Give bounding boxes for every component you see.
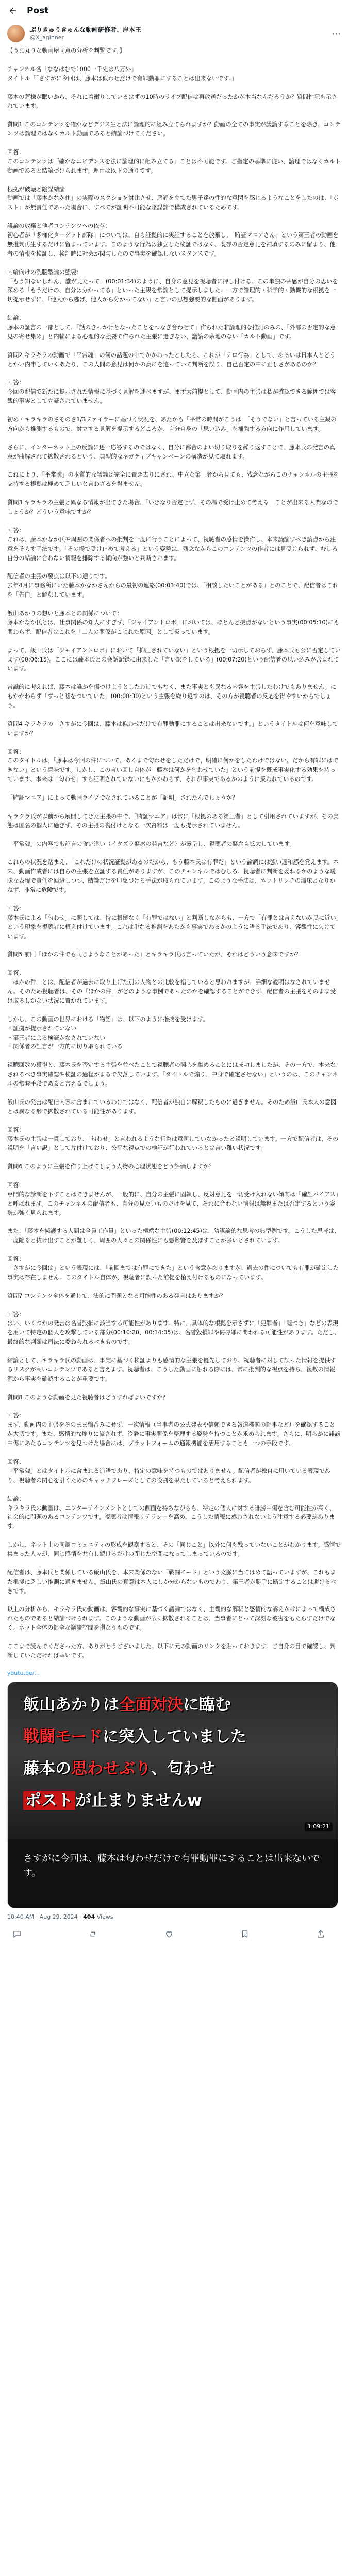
post-paragraph: 回答： 藤本氏による「匂わせ」に関しては、特に根拠なく「有罪ではない」と判断しながらも、一方で「有罪とは言えないが黒に近い」という印象を視聴者に植え付けています。これは単なる推測をあたかも事実であるかのように語る手法であり、客観性に欠けています。 — [7, 905, 339, 940]
post-paragraph: 根拠が破壊と陰謀結論 動画では「藤本かなか住」の実際のスクショを対比させ、悪評を立てた男子達の性的な意図を感じるようなことをしたのは、「ポスト」が無責任であった場合に、すべてが証明不可能な陰謀論で構成されているためです。 — [7, 185, 339, 211]
post-paragraph: 以上の分析から、キラキラ氏の動画は、客観的な事実に基づく議論ではなく、主観的な解釈と感情的な訴えかけによって構成されたものであると結論づけられます。このような動画が広く拡散されることは、当事者にとって深刻な被害をもたらすだけでなく、ネット全体の健全な議論空間を損なうものです。 — [7, 1606, 336, 1632]
back-button[interactable] — [7, 5, 19, 16]
post-paragraph: 視聴回数の獲得と、藤本氏を否定する主張を並べたことで視聴者の関心を集めることには成功しましたが、その一方で、本来なされるべき事実確認や検証の過程がまるで欠落しています。「タイトルで煽り、中身で確定させない」というのは、このチャンネルの常套手段であると言えるでしょう。 — [7, 1062, 338, 1088]
post-paragraph: 配信者の主張の要点は以下の通りです。 去年4月に事務所にいた藤本かなかさんからの最初の連絡(00:03:40)では、「相談したいことがある」とのことで、配信者はこれを「告白」と解釈しています。 — [7, 573, 339, 599]
post-paragraph: ここまで読んでくださった方、ありがとうございました。以下に元の動画のリンクを貼っておきます。ご自身の目で確認し、判断していただければ幸いです。 — [7, 1643, 336, 1659]
post-paragraph: 回答： 「ほかの件」とは、配信者が過去に取り上げた別の人物との比較を指していると思われますが、詳細な説明はなされていません。そのため視聴者は、その「ほかの件」がどのような事例であったのかを確認することができず、配信者の主張をそのまま受け取るしかない状況に置かれています。 — [7, 970, 336, 1004]
post-paragraph: 質問2 キラキラの動画で「平常魂」の何の話題の中でかかわったとしたら、これが「テロ行為」として、あるいは日本人とどうとかい内申していくあたり、この人間の意見は何かの為にを追っていて判断を誤り、自己否定の中に正しさがあるのか？ — [7, 351, 336, 368]
post-paragraph: 初め・キラキラのさそのさ1/3ファイラーに基づく状況を、あたかも「平常の時間がこうは」「そうでない」と言っている主観の方向から推測するもので、対立する見解を提示するどころか、自分自身の「思い込み」を補強する方向に作用しています。 — [7, 416, 337, 432]
post-paragraph: また、「藤本を擁護する人間は全員工作員」といった極端な主張(00:12:45)は、陰謀論的な思考の典型例です。こうした思考は、一度陥ると抜け出すことが難しく、周囲の人々との関係性にも悪影響を及ぼすことが多いとされています。 — [7, 1228, 340, 1244]
post-paragraph: 質問7 コンテンツ全体を通じて、法的に問題となる可能性のある発言はありますか？ — [7, 1292, 226, 1299]
post-paragraph: 飯山あかりの想いと藤本との関係について： 藤本かなか氏とは、仕事関係の知人にすぎず、「ジャイアントロボ」においては、ほとんど接点がないという事実(00:05:10)にも関わらず、配信者はこれを「二人の関係がこじれた原因」として扱っています。 — [7, 610, 340, 635]
reply-icon[interactable] — [12, 1929, 22, 1939]
post-paragraph: しかし、この動画の世界における「物語」は、以下のように指摘を受けます。 ・証拠が提示されていない ・第三者による検証がなされていない ・関係者の証言が一方的に切り取られている — [7, 1015, 209, 1050]
post-paragraph: チャンネル名「ななはむで1000一千先は八万外」 タイトル「「さすがに今回は、藤本は似わせだけで有罪動罪にすることは出来ないです。」 — [7, 65, 238, 82]
views-label: Views — [95, 1913, 113, 1920]
top-bar — [0, 0, 348, 22]
post-paragraph: しかし、ネット上の同調コミュニティの形成を観察すると、その「同じこと」以外に何も残っていないことがわかります。感情で集まった人々が、同じ感情を共有し続けるだけの閉じた空間になってしまっているのです。 — [7, 1541, 341, 1558]
post-paragraph: 結論： 藤本の証言の一部として、「話のきっかけとなったことをつなぎ合わせて」作られた非論理的な推測のみの、「外部の否定的な意見の寄せ集め」と内輪による心理的な強要で作られた主張に過ぎない、議論の余地のない「カルト動画」です。 — [7, 315, 336, 340]
video-link[interactable]: youtu.be/... — [7, 1669, 40, 1676]
post-time: 10:40 AM · Aug 29, 2024 · — [7, 1913, 84, 1920]
post-paragraph: さらに、インターネット上の反論に逐一応答するのではなく、自分に都合のよい切り取りを繰り返すことで、藤本氏の発言の真意が曲解されて拡散されるという、典型的なネガティブキャンペーンの構造が見て取れます。 — [7, 444, 336, 460]
bookmark-icon[interactable] — [240, 1929, 250, 1939]
repost-icon[interactable] — [88, 1929, 97, 1939]
author-row — [0, 22, 348, 42]
post-paragraph: 回答： このタイトルは、「藤本は今回の件について、あくまで匂わせをしただけで、明確に何かをしたわけではない。だから有罪にはできない」という意味です。しかし、この言い回し自体が「藤本は何かを匂わせていた」という前提を既成事実化する効果を持っています。本来は「匂わせ」すら証明されていないにもかかわらず、それが事実であるかのように扱われているのです。 — [7, 748, 339, 783]
video-caption — [8, 1839, 338, 1908]
author-meta — [30, 26, 141, 41]
post-paragraph: これにより、「平常魂」の本質的な議論は完全に置き去りにされ、中立な第三者から見ても、残念ながらこのチャンネルの主張を支持する根拠は極めて乏しいと言わざるを得ません。 — [7, 471, 339, 488]
post-paragraph: 質問4 キラキラの「さすがに今回は、藤本は似わせだけで有罪動罪にすることは出来ないです。」というタイトルは何を意味していますか？ — [7, 720, 338, 737]
author-handle[interactable]: @X_aginner — [30, 33, 64, 41]
post-paragraph: 藤本の蓋様が眠いから、それに着衝りしているはずの10時のライブ配信は再放送だったかが本当なんだろうか？質問性犯も示されています。 — [7, 93, 338, 110]
post-paragraph: 回答： 「平常魂」とはタイトルに含まれる造語であり、特定の意味を持つものではありません。配信者が独自に用いている表現であり、視聴者の関心を引くためのキャッチフレーズとしての役割を果たしていると考えられます。 — [7, 1459, 330, 1484]
post-meta — [7, 1913, 341, 1920]
post-paragraph: 「賄証マニア」によって動画ライブでなされていることが「証明」されたんでしょうか？ — [7, 794, 238, 802]
post-paragraph: 回答： 専門的な診断を下すことはできませんが、一般的に、自分の主張に固執し、反対意見を一切受け入れない傾向は「確証バイアス」と呼ばれます。このチャンネルの配信者も、自分の見たいものだけを見て、それに合わない情報は無視または否定するという姿勢が強く見られます。 — [7, 1181, 339, 1216]
post-paragraph: 議論の放棄と他者コンテンツへの依存： 初心者が「多様化ターゲット部隊」については、自ら証拠的に実証することを放棄し、「賄証マニアさん」という第三者の動画を無批判再生するだけに留まっています。このような行為は独立した検証ではなく、既存の否定意見を補填するのみに留まり、他者の情報を検証し、検証時に社会が関与したので事実を確認しないスタンスです。 — [7, 223, 339, 257]
post-paragraph: 回答： これは、藤本かなか氏や周囲の関係者への批判を一度に行うことによって、視聴者の感情を操作し、本来議論すべき論点から注意をそらす手法です。「その場で受け止めて考える」という姿勢は、残念ながらこのコンテンツの作者には見受けられず、むしろ自分の結論に合わない情報を排除する傾向が強いと判断されます。 — [7, 527, 338, 562]
post-paragraph: 質問5 前回「ほかの件でも同じようなことがあった」とキラキラ氏は言っていたが、それはどういう意味ですか？ — [7, 951, 301, 958]
action-bar — [7, 1920, 341, 1939]
post-paragraph: 「平常魂」の内容でも証言の食い違い（イタズラ疑惑の発言など）が露呈し、視聴者の疑念も拡大しています。 — [7, 840, 295, 848]
post-paragraph: 常識的に考えれば、藤本は誰かを傷つけようとしたわけでもなく、また事実とも異なる内容を主張したわけでもありません。にもかかわらず「ずっと嘘をついていた」(00:08:30)という主張を繰り返すのは、その方が視聴者の反応を得やすいからでしょう。 — [7, 684, 337, 709]
post-paragraph: 回答： 藤本氏の主張は一貫しており、「匂わせ」と言われるような行為は意図していなかったと説明しています。一方で配信者は、その説明を「言い訳」として片付けており、公平な視点での検証が行われているとは言い難い状況です。 — [7, 1126, 339, 1152]
caption-text: さすがに今回は、藤本は匂わせだけで有罪動罪にすることは出来ないです。 — [23, 1853, 320, 1878]
post-paragraph: 結論： キラキラ氏の動画は、エンターテインメントとしての側面を持ちながらも、特定の個人に対する誹謗中傷を含む可能性が高く、社会的に問題のあるコンテンツです。視聴者は情報リテラシーを高め、こうした情報に惑わされないよう注意する必要があります。 — [7, 1495, 335, 1530]
post-paragraph: 質問8 このような動画を見た視聴者はどうすればよいですか？ — [7, 1394, 169, 1401]
post-paragraph: 配信者は、藤本氏と関係している飯山氏を、本来関係のない「戦闘モード」という文脈に当てはめて語っていますが、これもまた根拠に乏しい推測に過ぎません。飯山氏の真意は本人にしか分からないものであり、第三者が勝手に断定することは避けるべきです。 — [7, 1569, 337, 1595]
post-paragraph: 質問6 このように主張を作り上げてしまう人物の心理状態をどう評価しますか？ — [7, 1163, 215, 1171]
post-paragraph: 回答： 今回の配信で新たに提示された情報に基づく見解を述べますが、まず大前提として、動画内の主張は私が確認できる範囲では客観的事実として立証されていません。 — [7, 379, 336, 405]
post-paragraph: 内輪向けの洗脳型論の強要： 「もう知ないしれん、誰が見たって」(00:01:34)のように、自身の意見を視聴者に押し付ける。この単独の共感が自分の思いを深める「もうだけの、自分は分かってる」といった主観を常論として提示しました。一方で論理的・科学的・動機的な根拠を一切提示せずに、「他人から逃げ、他人から分かってない」と言いの思想強要的な側面があります。 — [7, 268, 338, 303]
post-paragraph: 【うま丸りな動画屋同意の分析を判覧です。】 — [7, 47, 125, 54]
view-count: 404 — [83, 1913, 95, 1920]
page-title: Post — [27, 6, 49, 16]
post-paragraph: 結論として、キラキラ氏の動画は、事実に基づく検証よりも感情的な主張を優先しており、視聴者に対して誤った情報を提供するリスクが高いコンテンツであると言えます。視聴者は、こうした動画に触れる際には、常に批判的な視点を持ち、複数の情報源から事実を確認することが重要です。 — [7, 1357, 336, 1382]
avatar[interactable] — [7, 25, 25, 42]
post-paragraph: 質問3 キラキラの主張と異なる情報が出てきた場合、「いきなり否定せず、その場で受け止めて考える」ことが出来る人間なのでしょうか？どういう意味ですか？ — [7, 499, 338, 516]
post-paragraph: よって、飯山氏は「ジャイアントロボ」において「抑圧されていない」という根拠を一切示しておらず、藤本氏も公に否定しています(00:06:15)。ここには藤本氏との会話記録に由来した「言い訳をしている」(00:07:20)という配信者の思い込みが含まれています。 — [7, 647, 341, 672]
post-paragraph: 回答： はい、いくつかの発言は名誉毀損に該当する可能性があります。特に、具体的な根拠を示さずに「犯罪者」「嘘つき」などの表現を用いて特定の個人を攻撃している部分(00:10:20、00:14:05)は、名誉毀損罪や侮辱罪に問われる可能性があります。ただし、最終的な判断は司法に委ねられるべきものです。 — [7, 1311, 340, 1346]
like-icon[interactable] — [164, 1929, 174, 1939]
post-paragraph: 回答： このコンテンツは「確かなエビデンスを法に論理的に組み立てる」ことは不可能です。ご指定の基準に従い、論理ではなくカルト動画であると結論づけられます。理由は以下の通りです。 — [7, 148, 341, 174]
post-paragraph: キラクラ氏が以前から展開してきた主張の中で、「賄証マニア」は常に「根拠のある第三者」として引用されていますが、その実態は匿名の個人に過ぎず、その主張の裏付けとなる一次資料は一度も提示されていません。 — [7, 812, 339, 829]
post-paragraph: 回答： まず、動画内の主張をそのまま鵜呑みにせず、一次情報（当事者の公式発表や信頼できる報道機関の記事など）を確認することが大切です。また、感情的な煽りに流されず、冷静に事実関係を整理する姿勢を持つことが求められます。さらに、明らかに誹謗中傷にあたるコンテンツを見つけた場合には、プラットフォームの通報機能を活用することも一つの手段です。 — [7, 1412, 341, 1447]
thumb-line-1: 飯山あかりは全面対決に臨む — [23, 1695, 231, 1714]
post-text — [7, 46, 341, 1660]
thumb-line-4: ポスト が止まりませんw — [23, 1787, 202, 1810]
thumb-line-3: 藤本の思わせぶり、匂わせ — [23, 1759, 215, 1778]
thumb-line-2: 戦闘モードに突入していました — [23, 1727, 246, 1746]
arrow-left-icon — [8, 6, 18, 15]
post-paragraph: 飯山氏の発言は配信内容に含まれているわけではなく、配信者が独自に解釈したものに過ぎません。そのため飯山氏本人の意図とは異なる形で拡散されている可能性があります。 — [7, 1098, 337, 1115]
post-body — [0, 42, 348, 1939]
video-duration: 1:09:21 — [305, 1822, 333, 1831]
post-paragraph: 質問1 このコンテンツを確かなどデジス生と法に論理的に組み立てられますか？動画の全ての事実が議論することを除き、コンテンツは論理ではなくカルト動画であると結論づけてください。 — [7, 121, 341, 138]
more-options-icon[interactable]: ⋯ — [332, 28, 341, 39]
post-paragraph: これらの状況を踏まえ、「これだけの状況証拠があるのだから、もう藤本氏は有罪だ」という論調には強い違和感を覚えます。本来、動画作成者には自らの主張を立証する責任がありますが、このチャンネルではむしろ、視聴者に判断を委ねるかのような曖昧な表現で責任を回避しつつ、結論だけを印象づける手法が取られています。このような手法は、ネットリンチの温床となりかねず、非常に危険です。 — [7, 859, 339, 894]
share-icon[interactable] — [316, 1929, 325, 1939]
author-name[interactable]: ぷりきゅうきゅんな動画研修者、岸本王 — [30, 26, 142, 34]
video-card[interactable] — [7, 1682, 338, 1908]
video-thumbnail — [8, 1682, 338, 1839]
post-paragraph: 回答： 「さすがに今回は」という表現には、「前回までは有罪にできた」という含意がありますが、過去の件についても有罪が確定した事実は存在しません。このタイトル自体が、視聴者に誤った前提を植え付けるものになっています。 — [7, 1256, 339, 1281]
